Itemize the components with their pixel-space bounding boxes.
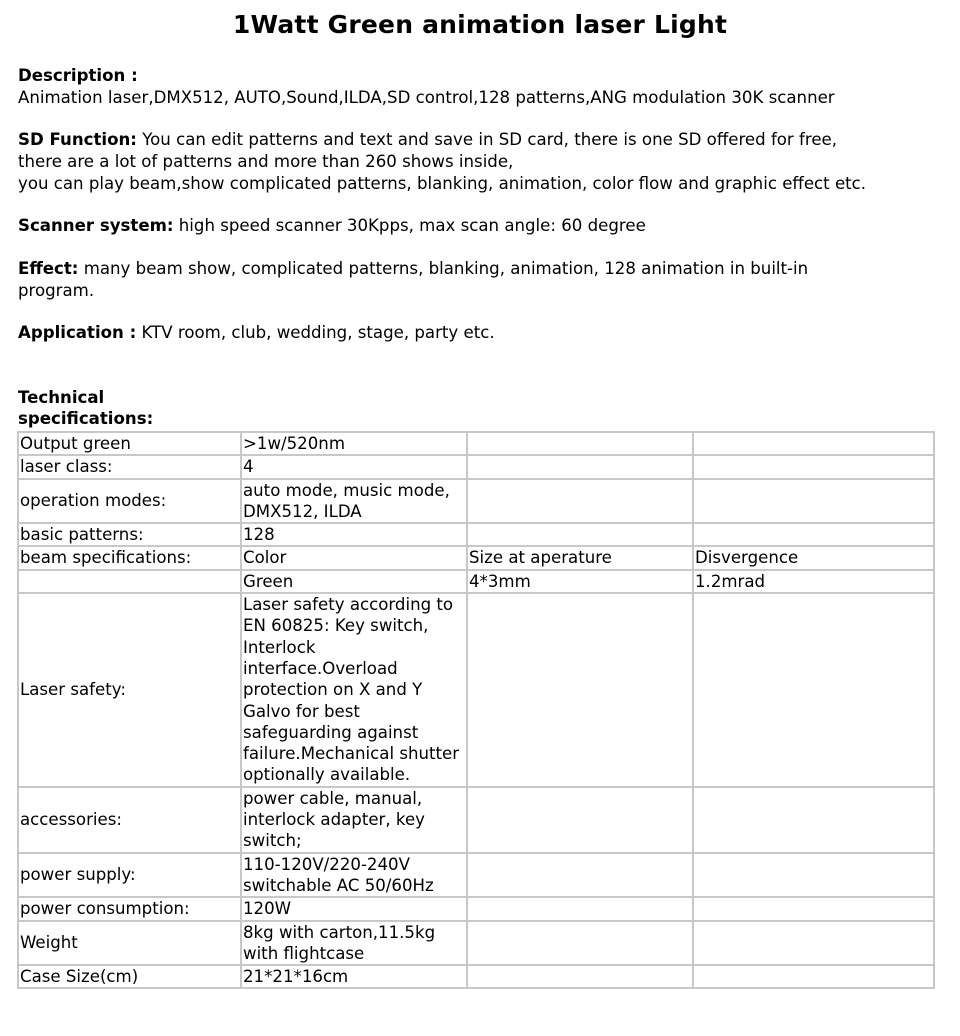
spec-value: 110-120V/220-240V switchable AC 50/60Hz [241,853,467,898]
spec-value: power cable, manual, interlock adapter, key switch; [241,787,467,853]
spec-label: accessories: [18,787,241,853]
description-text: Animation laser,DMX512, AUTO,Sound,ILDA,SD control,128 patterns,ANG modulation 30K scanner [18,88,835,107]
spec-label: Laser safety: [18,593,241,787]
table-row [18,570,934,593]
beam-color-header: Color [241,546,467,569]
spec-value: 128 [241,523,467,546]
empty-cell [18,570,241,593]
empty-cell [693,921,934,966]
spec-value: >1w/520nm [241,432,467,455]
sd-function-label: SD Function: [18,130,137,149]
empty-cell [467,897,693,920]
spec-value: auto mode, music mode, DMX512, ILDA [241,479,467,524]
table-row [18,479,934,524]
sd-function-line2: there are a lot of patterns and more than 260 shows inside, [18,152,514,171]
spec-label: Output green [18,432,241,455]
beam-size-header: Size at aperature [467,546,693,569]
sd-function-line3: you can play beam,show complicated patterns, blanking, animation, color flow and graphic effect etc. [18,174,867,193]
scanner-system-label: Scanner system: [18,216,174,235]
beam-color-value: Green [241,570,467,593]
table-row [18,897,934,920]
spec-label: Weight [18,921,241,966]
table-row [18,787,934,853]
effect-line1: many beam show, complicated patterns, blanking, animation, 128 animation in built-in [78,259,809,278]
effect-line2: program. [18,281,95,300]
spec-value: 21*21*16cm [241,965,467,988]
sd-function-section [18,129,948,195]
empty-cell [693,432,934,455]
sd-function-line1: You can edit patterns and text and save in SD card, there is one SD offered for free, [136,130,838,149]
table-row [18,853,934,898]
spec-value: 120W [241,897,467,920]
table-row [18,965,934,988]
empty-cell [467,787,693,853]
beam-size-value: 4*3mm [467,570,693,593]
effect-section [18,258,948,302]
effect-label: Effect: [18,259,79,278]
application-label: Application : [18,323,137,342]
scanner-system-text: high speed scanner 30Kpps, max scan angle: 60 degree [173,216,646,235]
table-row [18,523,934,546]
spec-label: beam specifications: [18,546,241,569]
description-heading: Description : [18,66,138,85]
description-section [18,65,948,109]
table-row [18,921,934,966]
empty-cell [693,965,934,988]
application-text: KTV room, club, wedding, stage, party etc. [136,323,495,342]
empty-cell [467,965,693,988]
application-section [18,322,948,344]
empty-cell [693,853,934,898]
spec-value: 8kg with carton,11.5kg with flightcase [241,921,467,966]
page-title: 1Watt Green animation laser Light [232,10,728,39]
empty-cell [693,479,934,524]
empty-cell [467,921,693,966]
specifications-table [17,431,935,989]
table-row [18,455,934,478]
beam-divergence-header: Disvergence [693,546,934,569]
specifications-heading: Technical specifications: [18,388,154,428]
spec-label: power consumption: [18,897,241,920]
table-row [18,432,934,455]
spec-value: 4 [241,455,467,478]
empty-cell [467,432,693,455]
empty-cell [467,455,693,478]
empty-cell [467,479,693,524]
empty-cell [467,853,693,898]
empty-cell [693,523,934,546]
empty-cell [693,897,934,920]
beam-divergence-value: 1.2mrad [693,570,934,593]
empty-cell [693,787,934,853]
empty-cell [467,593,693,787]
table-row [18,593,934,787]
spec-label: basic patterns: [18,523,241,546]
spec-value: Laser safety according to EN 60825: Key switch, Interlock interface.Overload protection on X and Y Galvo for best safeguarding against failure.Mechanical shutter optionally available. [241,593,467,787]
spec-label: operation modes: [18,479,241,524]
spec-label: Case Size(cm) [18,965,241,988]
empty-cell [693,593,934,787]
spec-label: laser class: [18,455,241,478]
spec-label: power supply: [18,853,241,898]
scanner-system-section [18,215,948,237]
empty-cell [467,523,693,546]
table-row [18,546,934,569]
empty-cell [693,455,934,478]
